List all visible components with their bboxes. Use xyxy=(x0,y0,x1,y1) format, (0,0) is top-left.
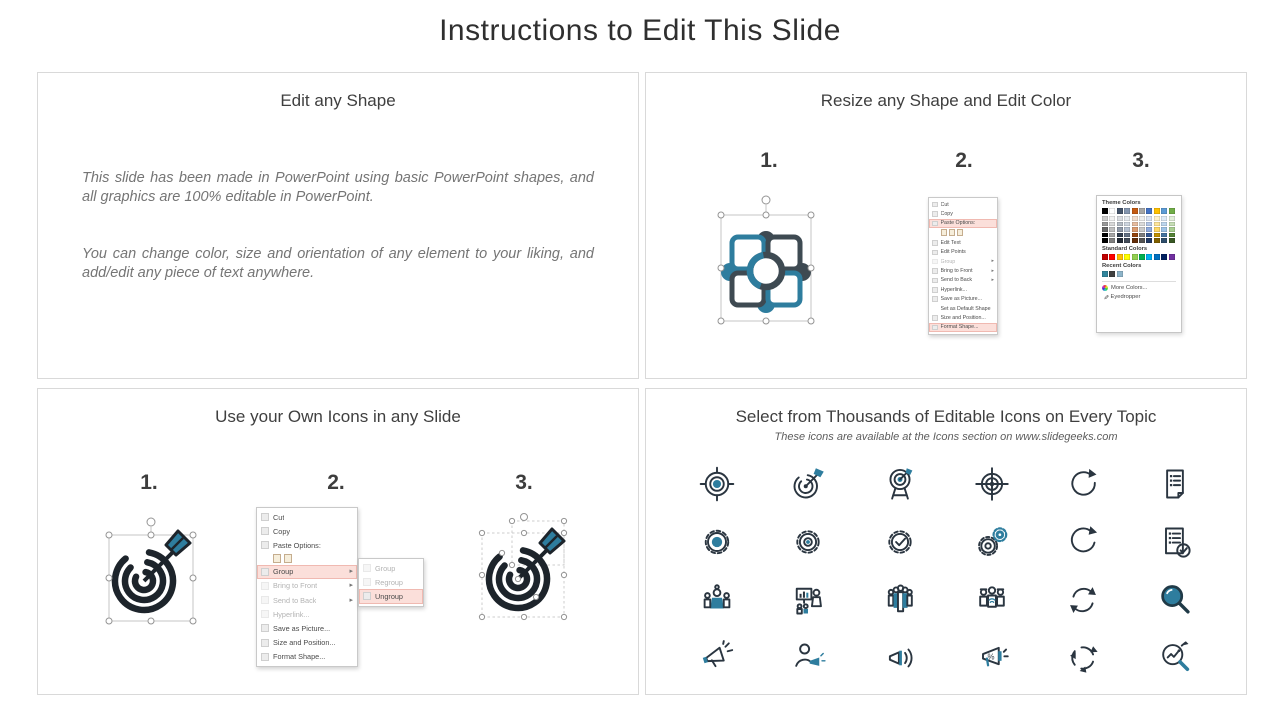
copy-icon xyxy=(932,211,938,217)
recent-colors-label: Recent Colors xyxy=(1102,262,1142,269)
color-swatch[interactable] xyxy=(1109,238,1115,243)
context-menu-resize xyxy=(928,197,998,335)
save-as-picture-icon xyxy=(261,624,269,632)
selected-target-icon-illustration[interactable] xyxy=(98,513,204,631)
menu-item-label: Bring to Front xyxy=(273,581,318,591)
step-number-3: 3. xyxy=(1132,149,1150,172)
approved-checklist-icon[interactable] xyxy=(1157,524,1193,560)
menu-item-edit-text[interactable] xyxy=(929,238,997,247)
bring-to-front-icon xyxy=(932,268,938,274)
color-swatch[interactable] xyxy=(1169,227,1175,232)
edit-points-icon xyxy=(932,250,938,256)
color-swatch[interactable] xyxy=(1132,227,1138,232)
menu-item-ungroup[interactable] xyxy=(359,589,423,603)
color-swatch[interactable] xyxy=(1124,227,1130,232)
color-swatch[interactable] xyxy=(1161,233,1167,238)
target-crosshair-icon[interactable] xyxy=(699,466,735,502)
color-swatch[interactable] xyxy=(1154,208,1160,214)
theme-tints-grid xyxy=(1102,216,1176,243)
menu-item-label: Copy xyxy=(940,211,953,218)
megaphone-announcement-icon[interactable] xyxy=(699,640,735,676)
color-swatch[interactable] xyxy=(1109,271,1115,277)
dart-on-target-icon[interactable] xyxy=(790,466,826,502)
paste-option-icon[interactable] xyxy=(957,229,963,236)
menu-item-label: Edit Text xyxy=(940,239,961,246)
menu-item-label: Send to Back xyxy=(273,595,317,605)
color-swatch[interactable] xyxy=(1124,208,1130,214)
menu-item-label: Bring to Front xyxy=(940,268,973,275)
paste-option-icon[interactable] xyxy=(284,554,292,563)
color-swatch[interactable] xyxy=(1117,238,1123,243)
panel-heading: Resize any Shape and Edit Color xyxy=(820,91,1072,110)
selected-shape-illustration[interactable] xyxy=(708,191,824,333)
menu-item-hyperlink[interactable] xyxy=(929,285,997,294)
gear-check-icon[interactable] xyxy=(882,524,918,560)
menu-item-bring-to-front xyxy=(257,579,357,593)
panel-resize-and-edit-color xyxy=(645,72,1247,379)
paste-icon xyxy=(261,541,269,549)
color-swatch[interactable] xyxy=(1169,233,1175,238)
bring-to-front-icon xyxy=(261,582,269,590)
color-wheel-icon xyxy=(1102,285,1108,291)
icon-grid xyxy=(671,455,1221,687)
color-swatch[interactable] xyxy=(1117,222,1123,227)
step-number-2: 2. xyxy=(327,471,345,494)
menu-item-label: Save as Picture... xyxy=(273,623,331,633)
eyedropper-item[interactable] xyxy=(1102,293,1176,302)
menu-item-group xyxy=(929,257,997,266)
target-dart-graphic xyxy=(110,531,190,615)
color-swatch[interactable] xyxy=(1146,216,1152,221)
menu-item-label: Set as Default Shape xyxy=(940,305,991,312)
color-swatch[interactable] xyxy=(1132,238,1138,243)
color-swatch[interactable] xyxy=(1109,233,1115,238)
color-swatch[interactable] xyxy=(1161,216,1167,221)
color-swatch[interactable] xyxy=(1146,254,1152,260)
color-swatch[interactable] xyxy=(1139,233,1145,238)
theme-colors-label: Theme Colors xyxy=(1102,200,1141,206)
team-group-icon[interactable] xyxy=(882,582,918,618)
save-as-picture-icon xyxy=(932,296,938,302)
color-swatch[interactable] xyxy=(1154,238,1160,243)
color-swatch[interactable] xyxy=(1146,208,1152,214)
menu-item-label: Group xyxy=(273,567,294,577)
crosshair-dot-icon[interactable] xyxy=(974,466,1010,502)
menu-item-cut[interactable] xyxy=(929,200,997,209)
hyperlink-icon xyxy=(261,610,269,618)
paste-options-row[interactable] xyxy=(929,228,997,238)
menu-item-group xyxy=(359,561,423,575)
color-swatch[interactable] xyxy=(1139,216,1145,221)
menu-item-label: Paste Options: xyxy=(940,220,976,227)
color-swatch[interactable] xyxy=(1154,222,1160,227)
sync-arrows-icon[interactable] xyxy=(1065,582,1101,618)
step-number-2: 2. xyxy=(955,149,973,172)
menu-item-save-as-picture[interactable] xyxy=(929,295,997,304)
discussion-group-icon[interactable] xyxy=(974,582,1010,618)
menu-item-send-to-back xyxy=(257,593,357,607)
color-swatch[interactable] xyxy=(1169,222,1175,227)
group-icon xyxy=(261,568,269,576)
color-swatch[interactable] xyxy=(1132,216,1138,221)
svg-text:%: % xyxy=(987,652,995,662)
color-swatch[interactable] xyxy=(1109,227,1115,232)
color-swatch[interactable] xyxy=(1161,238,1167,243)
menu-item-copy[interactable] xyxy=(929,209,997,218)
step-number-1: 1. xyxy=(760,149,778,172)
color-swatch[interactable] xyxy=(1117,208,1123,214)
body-paragraph-1: This slide has been made in PowerPoint using basic PowerPoint shapes, and all graphics are 100% editable in PowerPoint. xyxy=(82,170,594,206)
color-swatch[interactable] xyxy=(1146,227,1152,232)
standard-colors-row xyxy=(1102,254,1176,260)
menu-item-label: Ungroup xyxy=(375,591,403,601)
color-swatch[interactable] xyxy=(1169,254,1175,260)
size-and-position-icon xyxy=(261,639,269,647)
hyperlink-icon xyxy=(932,287,938,293)
paste-option-icon[interactable] xyxy=(273,554,281,563)
more-colors-item[interactable] xyxy=(1102,284,1176,293)
menu-item-label: Regroup xyxy=(375,577,403,587)
menu-item-regroup xyxy=(359,575,423,589)
menu-item-label: Size and Position... xyxy=(273,638,336,648)
color-swatch[interactable] xyxy=(1161,254,1167,260)
step-number-1: 1. xyxy=(140,471,158,494)
speaker-horn-icon[interactable] xyxy=(882,640,918,676)
color-swatch[interactable] xyxy=(1146,233,1152,238)
color-swatch[interactable] xyxy=(1132,208,1138,214)
menu-item-label: Group xyxy=(375,563,396,573)
menu-item-paste-options[interactable] xyxy=(929,219,997,228)
color-swatch[interactable] xyxy=(1154,254,1160,260)
color-swatch[interactable] xyxy=(1109,254,1115,260)
color-swatch[interactable] xyxy=(1154,227,1160,232)
paste-option-icon[interactable] xyxy=(949,229,955,236)
market-analysis-magnifier-icon[interactable] xyxy=(1157,640,1193,676)
submenu-arrow-icon: ▸ xyxy=(349,596,353,604)
regroup-icon xyxy=(363,578,371,586)
color-swatch[interactable] xyxy=(1124,222,1130,227)
menu-item-label: Group xyxy=(940,258,956,265)
menu-item-size-and-position[interactable] xyxy=(929,313,997,322)
group-submenu xyxy=(358,558,424,607)
menu-item-save-as-picture[interactable] xyxy=(257,621,357,635)
color-swatch[interactable] xyxy=(1102,222,1108,227)
color-swatch[interactable] xyxy=(1154,216,1160,221)
menu-item-send-to-back[interactable] xyxy=(929,276,997,285)
color-swatch[interactable] xyxy=(1124,233,1130,238)
shape-graphic xyxy=(721,231,811,313)
color-swatch[interactable] xyxy=(1139,254,1145,260)
dartboard-on-stand-icon[interactable] xyxy=(882,466,918,502)
menu-item-label: Save as Picture... xyxy=(940,296,983,303)
color-swatch[interactable] xyxy=(1139,208,1145,214)
gear-solid-core-icon[interactable] xyxy=(699,524,735,560)
gear-small-core-icon[interactable] xyxy=(790,524,826,560)
color-swatch[interactable] xyxy=(1161,222,1167,227)
group-icon xyxy=(363,564,371,572)
color-swatch[interactable] xyxy=(1169,208,1175,214)
paste-options-row[interactable] xyxy=(257,553,357,565)
more-colors-label: More Colors... xyxy=(1111,285,1148,292)
menu-item-size-and-position[interactable] xyxy=(257,636,357,650)
send-to-back-icon xyxy=(261,596,269,604)
size-and-position-icon xyxy=(932,315,938,321)
promotion-megaphone-icon[interactable] xyxy=(974,640,1010,676)
color-swatch[interactable] xyxy=(1117,271,1123,277)
color-swatch[interactable] xyxy=(1161,208,1167,214)
panel-heading: Use your Own Icons in any Slide xyxy=(215,407,461,426)
color-swatch[interactable] xyxy=(1154,233,1160,238)
menu-item-cut[interactable] xyxy=(257,510,357,524)
magnifier-icon[interactable] xyxy=(1157,582,1193,618)
color-swatch[interactable] xyxy=(1117,254,1123,260)
color-swatch[interactable] xyxy=(1161,227,1167,232)
color-swatch[interactable] xyxy=(1109,216,1115,221)
cut-icon xyxy=(261,513,269,521)
context-menu-group xyxy=(256,507,403,667)
color-swatch[interactable] xyxy=(1102,227,1108,232)
menu-item-bring-to-front[interactable] xyxy=(929,266,997,275)
submenu-arrow-icon: ▸ xyxy=(349,568,353,576)
cut-icon xyxy=(932,202,938,208)
paste-option-icon[interactable] xyxy=(941,229,947,236)
submenu-arrow-icon: ▸ xyxy=(991,258,994,265)
color-swatch[interactable] xyxy=(1117,216,1123,221)
color-swatch[interactable] xyxy=(1102,233,1108,238)
menu-item-label: Cut xyxy=(940,201,949,208)
submenu-arrow-icon: ▸ xyxy=(991,276,994,283)
color-swatch[interactable] xyxy=(1169,216,1175,221)
target-dart-graphic xyxy=(484,529,564,613)
panel-heading: Select from Thousands of Editable Icons on Every Topic xyxy=(735,407,1157,426)
color-swatch[interactable] xyxy=(1139,238,1145,243)
eyedropper-icon: ✎ xyxy=(1101,294,1109,301)
panel-use-own-icons xyxy=(37,388,639,695)
menu-item-label: Send to Back xyxy=(940,277,973,284)
menu-item-group[interactable] xyxy=(257,565,357,579)
panel-editable-icons xyxy=(645,388,1247,695)
color-swatch[interactable] xyxy=(1169,238,1175,243)
submenu-arrow-icon: ▸ xyxy=(349,582,353,590)
edit-text-icon xyxy=(932,240,938,246)
format-shape-icon xyxy=(261,653,269,661)
ungroup-icon xyxy=(363,592,371,600)
color-swatch[interactable] xyxy=(1124,238,1130,243)
color-swatch[interactable] xyxy=(1132,222,1138,227)
color-swatch[interactable] xyxy=(1124,254,1130,260)
send-to-back-icon xyxy=(932,278,938,284)
menu-item-label: Hyperlink... xyxy=(940,286,967,293)
submenu-arrow-icon: ▸ xyxy=(991,267,994,274)
color-swatch[interactable] xyxy=(1102,216,1108,221)
color-swatch[interactable] xyxy=(1102,208,1108,214)
menu-item-label: Format Shape... xyxy=(940,324,979,331)
menu-item-paste-options[interactable] xyxy=(257,538,357,552)
report-document-icon[interactable] xyxy=(1157,466,1193,502)
color-swatch[interactable] xyxy=(1132,233,1138,238)
color-swatch[interactable] xyxy=(1139,222,1145,227)
copy-icon xyxy=(261,527,269,535)
color-swatch[interactable] xyxy=(1146,238,1152,243)
rotate-arrow-icon[interactable] xyxy=(1065,466,1101,502)
person-with-megaphone-icon[interactable] xyxy=(790,640,826,676)
color-swatch[interactable] xyxy=(1102,238,1108,243)
menu-item-format-shape[interactable] xyxy=(929,323,997,332)
body-paragraph-2: You can change color, size and orientation of any element to your liking, and add/edit any piece of text anywhere. xyxy=(82,246,594,282)
color-swatch[interactable] xyxy=(1132,254,1138,260)
step-number-3: 3. xyxy=(515,471,533,494)
cycle-arrows-icon[interactable] xyxy=(1065,640,1101,676)
menu-item-label: Format Shape... xyxy=(273,652,326,662)
menu-item-edit-points[interactable] xyxy=(929,248,997,257)
color-swatch[interactable] xyxy=(1102,254,1108,260)
format-shape-icon xyxy=(932,325,938,331)
menu-item-label: Edit Points xyxy=(940,249,966,256)
theme-colors-row xyxy=(1102,208,1176,214)
slide-title: Instructions to Edit This Slide xyxy=(439,14,841,47)
menu-item-format-shape[interactable] xyxy=(257,650,357,664)
panel-edit-any-shape xyxy=(37,72,639,379)
refresh-circle-icon[interactable] xyxy=(1065,524,1101,560)
theme-colors-panel xyxy=(1096,195,1182,333)
panel-heading: Edit any Shape xyxy=(280,91,396,110)
eyedropper-label: Eyedropper xyxy=(1110,294,1141,301)
recent-colors-row xyxy=(1102,271,1176,277)
menu-item-copy[interactable] xyxy=(257,524,357,538)
ungrouped-target-icon-illustration[interactable] xyxy=(468,509,580,627)
color-swatch[interactable] xyxy=(1146,222,1152,227)
color-swatch[interactable] xyxy=(1102,271,1108,277)
color-swatch[interactable] xyxy=(1109,222,1115,227)
menu-item-label: Paste Options: xyxy=(273,540,321,550)
standard-colors-label: Standard Colors xyxy=(1102,245,1148,252)
menu-item-hyperlink xyxy=(257,607,357,621)
double-gears-icon[interactable] xyxy=(974,524,1010,560)
presentation-meeting-icon[interactable] xyxy=(790,582,826,618)
menu-item-label: Cut xyxy=(273,512,285,522)
color-swatch[interactable] xyxy=(1117,233,1123,238)
menu-divider xyxy=(1102,281,1176,282)
color-swatch[interactable] xyxy=(1109,208,1115,214)
paste-icon xyxy=(932,221,938,227)
color-swatch[interactable] xyxy=(1139,227,1145,232)
menu-item-label: Size and Position... xyxy=(940,314,986,321)
group-icon xyxy=(932,259,938,265)
menu-item-label: Hyperlink... xyxy=(273,609,310,619)
menu-item-label: Copy xyxy=(273,526,291,536)
panel-subtitle: These icons are available at the Icons section on www.slidegeeks.com xyxy=(774,431,1118,443)
menu-item-set-as-default-shape[interactable] xyxy=(929,304,997,313)
color-swatch[interactable] xyxy=(1124,216,1130,221)
team-leader-icon[interactable] xyxy=(699,582,735,618)
color-swatch[interactable] xyxy=(1117,227,1123,232)
